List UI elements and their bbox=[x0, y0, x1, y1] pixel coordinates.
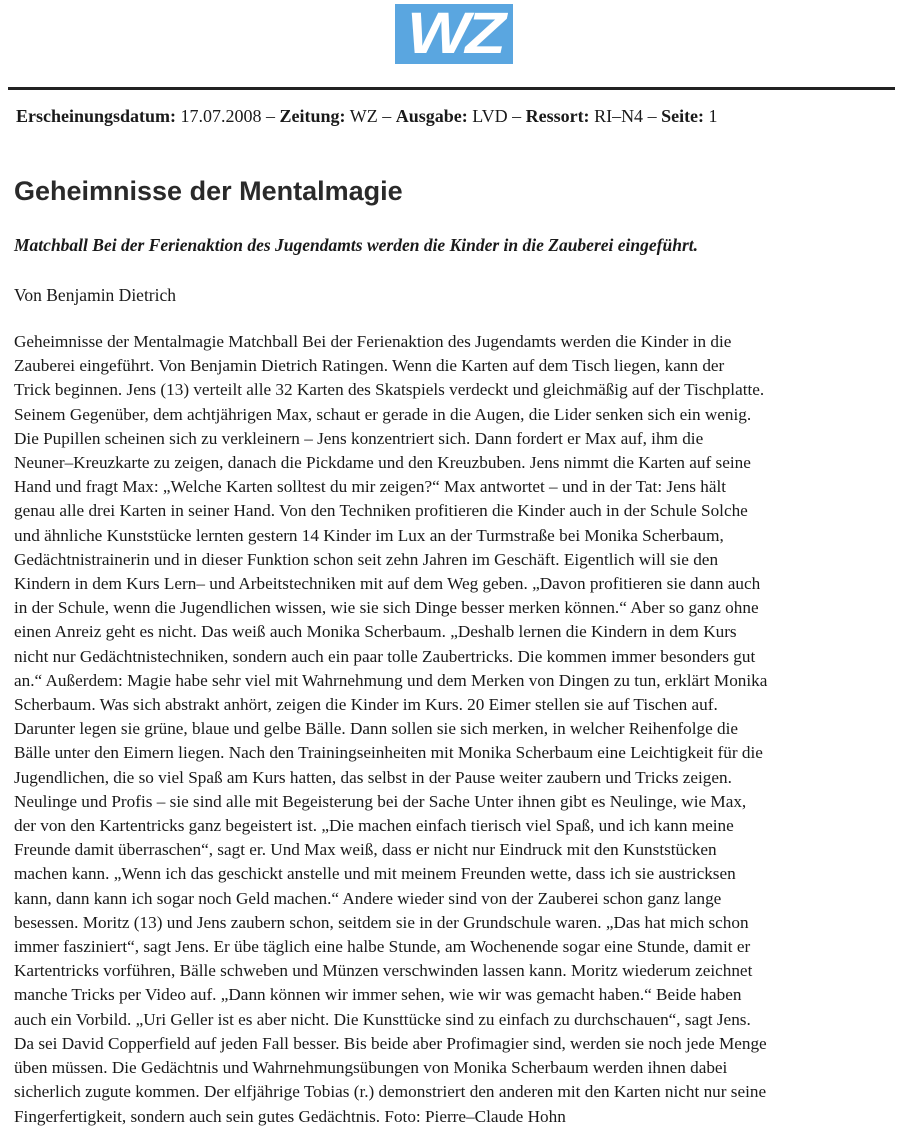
article-line: Seinem Gegenüber, dem achtjährigen Max, schaut er gerade in die Augen, die Lider senken sich ein wenig. bbox=[14, 404, 752, 424]
article-line: Trick beginnen. Jens (13) verteilt alle 32 Karten des Skatspiels verdeckt und gleichmäßig auf der Tischplatte. bbox=[14, 380, 765, 400]
date-value: 17.07.2008 bbox=[180, 106, 262, 126]
article-line: manche Tricks per Video auf. „Dann können wir immer sehen, wie wir was gemacht haben.“ Beide haben bbox=[14, 985, 742, 1005]
section-label: Ressort: bbox=[525, 106, 590, 126]
article-line: Gedächtnistrainerin und in dieser Funktion schon seit zehn Jahren im Geschäft. Eigentlich will sie den bbox=[14, 549, 719, 569]
article-line: Neulinge und Profis – sie sind alle mit Begeisterung bei der Sache Unter ihnen gibt es Neulinge, wie Max, bbox=[14, 791, 747, 811]
article-body bbox=[14, 330, 894, 1129]
article-line: in der Schule, wenn die Jugendlichen wissen, wie sie sich Dinge besser merken können.“ Aber so ganz ohne bbox=[14, 598, 759, 618]
article-line: besessen. Moritz (13) und Jens zaubern schon, seitdem sie in der Grundschule waren. „Das hat mich schon bbox=[14, 912, 749, 932]
article-line: üben müssen. Die Gedächtnis und Wahrnehmungsübungen von Monika Scherbaum werden ihnen dabei bbox=[14, 1058, 728, 1078]
article-line: Fingerfertigkeit, sondern auch sein gutes Gedächtnis. Foto: Pierre–Claude Hohn bbox=[14, 1106, 566, 1126]
separator: – bbox=[507, 106, 526, 126]
article-line: Scherbaum. Was sich abstrakt anhört, zeigen die Kinder im Kurs. 20 Eimer stellen sie auf Tischen auf. bbox=[14, 695, 718, 715]
article-line: und ähnliche Kunststücke lernten gestern 14 Kinder im Lux an der Turmstraße bei Monika Scherbaum, bbox=[14, 525, 724, 545]
paper-value: WZ bbox=[349, 106, 378, 126]
edition-label: Ausgabe: bbox=[395, 106, 468, 126]
article-line: Kindern in dem Kurs Lern– und Arbeitstechniken mit auf dem Weg geben. „Davon profitieren sie dann auch bbox=[14, 574, 761, 594]
separator: – bbox=[643, 106, 662, 126]
date-label: Erscheinungsdatum: bbox=[16, 106, 177, 126]
article-line: Freunde damit überraschen“, sagt er. Und Max weiß, dass er nicht nur Eindruck mit den Kunststücken bbox=[14, 840, 717, 860]
article-title: Geheimnisse der Mentalmagie bbox=[14, 176, 403, 206]
page-label: Seite: bbox=[661, 106, 705, 126]
article-line: kann, dann kann ich sogar noch Geld machen.“ Andere wieder sind von der Zauberei schon ganz lange bbox=[14, 888, 722, 908]
separator: – bbox=[261, 106, 280, 126]
paper-label: Zeitung: bbox=[279, 106, 346, 126]
article-line: Bälle unter den Eimern liegen. Nach den Trainingseinheiten mit Monika Scherbaum eine Leichtigkeit für die bbox=[14, 743, 763, 763]
article-line: Zauberei eingeführt. Von Benjamin Dietrich Ratingen. Wenn die Karten auf dem Tisch liegen, kann der bbox=[14, 356, 725, 376]
wz-logo-text: WZ bbox=[406, 1, 502, 66]
header-divider bbox=[8, 87, 895, 90]
wz-logo bbox=[395, 1, 513, 66]
article-line: immer fasziniert“, sagt Jens. Er übe täglich eine halbe Stunde, am Wochenende sogar eine Stunde, damit er bbox=[14, 937, 751, 957]
article-line: Darunter legen sie grüne, blaue und gelbe Bälle. Dann sollen sie sich merken, in welcher Reihenfolge die bbox=[14, 719, 739, 739]
edition-value: LVD bbox=[472, 106, 508, 126]
article-line: sicherlich zugute kommen. Der elfjährige Tobias (r.) demonstriert den anderen mit den Karten nicht nur seine bbox=[14, 1082, 767, 1102]
page-value: 1 bbox=[708, 106, 718, 126]
article-line: Jugendlichen, die so viel Spaß am Kurs hatten, das selbst in der Pause weiter zaubern und Tricks zeigen. bbox=[14, 767, 732, 787]
article-line: der von den Kartentricks ganz begeistert ist. „Die machen einfach tierisch viel Spaß, und ich kann meine bbox=[14, 816, 734, 836]
separator: – bbox=[377, 106, 396, 126]
article-line: machen kann. „Wenn ich das geschickt anstelle und mit meinem Freunden wette, dass ich sie austricksen bbox=[14, 864, 736, 884]
section-value: RI–N4 bbox=[594, 106, 644, 126]
article-line: Die Pupillen scheinen sich zu verkleinern – Jens konzentriert sich. Dann fordert er Max auf, ihm die bbox=[14, 428, 704, 448]
article-line: auch ein Vorbild. „Uri Geller ist es aber nicht. Die Kunsttücke sind zu einfach zu durchschauen“, sagt Jens. bbox=[14, 1009, 751, 1029]
article-line: nicht nur Gedächtnistechniken, sondern auch ein paar tolle Zaubertricks. Die kommen immer besonders gut bbox=[14, 646, 756, 666]
article-line: genau alle drei Karten in seiner Hand. Von den Techniken profitieren die Kinder auch in der Schule Solche bbox=[14, 501, 748, 521]
article-subtitle: Matchball Bei der Ferienaktion des Jugendamts werden die Kinder in die Zauberei eingeführt. bbox=[14, 235, 698, 255]
article-line: einen Anreiz geht es nicht. Das weiß auch Monika Scherbaum. „Deshalb lernen die Kindern in dem Kurs bbox=[14, 622, 737, 642]
article-line: Geheimnisse der Mentalmagie Matchball Bei der Ferienaktion des Jugendamts werden die Kinder in die bbox=[14, 332, 732, 351]
article-line: an.“ Außerdem: Magie habe sehr viel mit Wahrnehmung und dem Merken von Dingen zu tun, erklärt Monika bbox=[14, 670, 768, 690]
article-line: Da sei David Copperfield auf jeden Fall besser. Bis beide aber Profimagier sind, werden sie noch jede Menge bbox=[14, 1033, 767, 1053]
article-byline: Von Benjamin Dietrich bbox=[14, 285, 177, 305]
publication-meta bbox=[16, 106, 718, 127]
article-line: Kartentricks vorführen, Bälle schweben und Münzen verschwinden lassen kann. Moritz wiederum zeichnet bbox=[14, 961, 753, 981]
article-line: Hand und fragt Max: „Welche Karten solltest du mir zeigen?“ Max antwortet – und in der Tat: Jens hält bbox=[14, 477, 727, 497]
article-line: Neuner–Kreuzkarte zu zeigen, danach die Pickdame und den Kreuzbuben. Jens nimmt die Karten auf seine bbox=[14, 453, 751, 473]
